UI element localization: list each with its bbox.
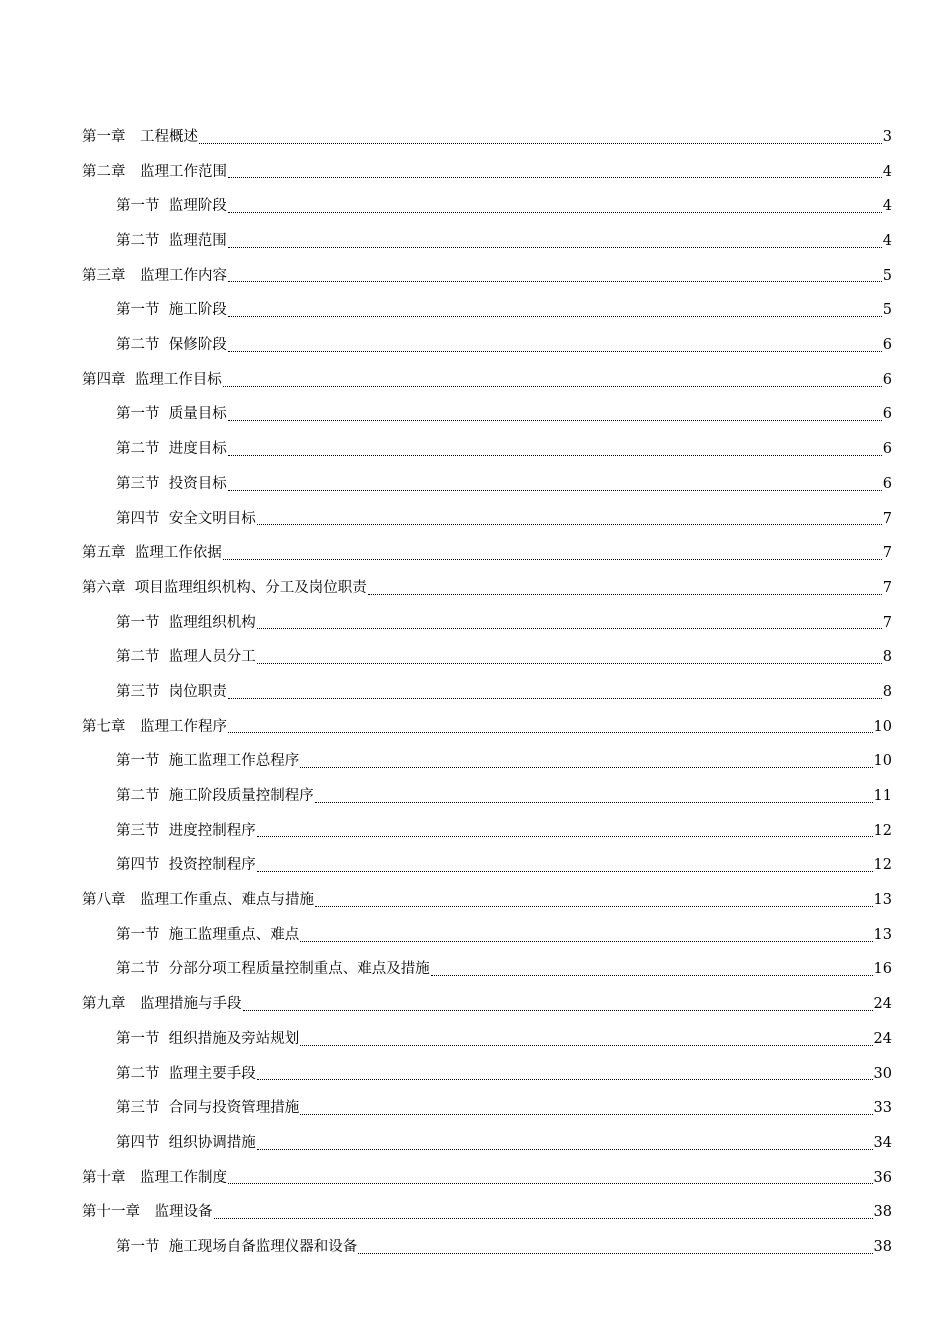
toc-entry-label: 第四节 投资控制程序 — [116, 857, 256, 874]
toc-page-number: 5 — [882, 302, 892, 319]
toc-entry-label: 第一节 施工现场自备监理仪器和设备 — [116, 1238, 358, 1255]
toc-section-entry[interactable] — [82, 328, 892, 363]
toc-dot-leader — [257, 663, 882, 664]
toc-page-number: 7 — [882, 510, 892, 527]
toc-page-number: 11 — [873, 788, 892, 805]
toc-dot-leader — [431, 975, 873, 976]
toc-dot-leader — [228, 490, 882, 491]
toc-page-number: 24 — [873, 996, 892, 1013]
toc-section-entry[interactable] — [82, 224, 892, 259]
toc-page-number: 38 — [873, 1204, 892, 1221]
toc-page-number: 6 — [882, 337, 892, 354]
toc-entry-label: 第三节 进度控制程序 — [116, 822, 256, 839]
toc-dot-leader — [300, 767, 872, 768]
toc-entry-label: 第二节 监理范围 — [116, 233, 227, 250]
toc-page-number: 33 — [873, 1100, 892, 1117]
toc-entry-label: 第三节 岗位职责 — [116, 683, 227, 700]
toc-entry-label: 第四章 监理工作目标 — [82, 371, 222, 388]
toc-page-number: 13 — [873, 926, 892, 943]
toc-page-number: 30 — [873, 1065, 892, 1082]
toc-section-entry[interactable] — [82, 953, 892, 988]
toc-entry-label: 第三章 监理工作内容 — [82, 267, 227, 284]
toc-entry-label: 第八章 监理工作重点、难点与措施 — [82, 892, 314, 909]
toc-section-entry[interactable] — [82, 918, 892, 953]
toc-dot-leader — [228, 177, 882, 178]
toc-page-number: 7 — [882, 545, 892, 562]
toc-dot-leader — [257, 524, 882, 525]
toc-chapter-entry[interactable] — [82, 536, 892, 571]
toc-chapter-entry[interactable] — [82, 259, 892, 294]
toc-dot-leader — [368, 594, 882, 595]
toc-dot-leader — [228, 316, 882, 317]
toc-chapter-entry[interactable] — [82, 155, 892, 190]
toc-page-number: 6 — [882, 371, 892, 388]
toc-dot-leader — [228, 212, 882, 213]
toc-dot-leader — [228, 1183, 873, 1184]
toc-dot-leader — [228, 732, 873, 733]
toc-chapter-entry[interactable] — [82, 571, 892, 606]
toc-entry-label: 第一节 质量目标 — [116, 406, 227, 423]
toc-entry-label: 第一节 监理阶段 — [116, 198, 227, 215]
toc-dot-leader — [214, 1218, 873, 1219]
toc-entry-label: 第六章 项目监理组织机构、分工及岗位职责 — [82, 579, 367, 596]
toc-entry-label: 第一节 组织措施及旁站规划 — [116, 1030, 300, 1047]
toc-dot-leader — [315, 802, 873, 803]
toc-entry-label: 第一章 工程概述 — [82, 128, 198, 145]
table-of-contents — [82, 120, 892, 1265]
toc-chapter-entry[interactable] — [82, 987, 892, 1022]
toc-section-entry[interactable] — [82, 467, 892, 502]
toc-entry-label: 第二节 分部分项工程质量控制重点、难点及措施 — [116, 961, 430, 978]
toc-page-number: 8 — [882, 683, 892, 700]
toc-dot-leader — [243, 1010, 873, 1011]
toc-section-entry[interactable] — [82, 744, 892, 779]
toc-chapter-entry[interactable] — [82, 363, 892, 398]
toc-entry-label: 第九章 监理措施与手段 — [82, 996, 242, 1013]
toc-entry-label: 第二节 监理人员分工 — [116, 649, 256, 666]
toc-page-number: 6 — [882, 441, 892, 458]
toc-section-entry[interactable] — [82, 502, 892, 537]
toc-section-entry[interactable] — [82, 779, 892, 814]
toc-section-entry[interactable] — [82, 398, 892, 433]
toc-page-number: 13 — [873, 892, 892, 909]
toc-dot-leader — [257, 1079, 873, 1080]
toc-page-number: 24 — [873, 1030, 892, 1047]
toc-page-number: 3 — [882, 128, 892, 145]
toc-dot-leader — [257, 836, 873, 837]
toc-page-number: 10 — [873, 753, 892, 770]
toc-page-number: 7 — [882, 579, 892, 596]
toc-dot-leader — [199, 143, 882, 144]
toc-page-number: 36 — [873, 1169, 892, 1186]
toc-entry-label: 第五章 监理工作依据 — [82, 545, 222, 562]
toc-page-number: 16 — [873, 961, 892, 978]
toc-entry-label: 第三节 合同与投资管理措施 — [116, 1100, 300, 1117]
toc-page-number: 8 — [882, 649, 892, 666]
toc-page-number: 34 — [873, 1134, 892, 1151]
toc-dot-leader — [223, 386, 882, 387]
toc-dot-leader — [257, 871, 873, 872]
toc-section-entry[interactable] — [82, 189, 892, 224]
toc-page-number: 12 — [873, 857, 892, 874]
toc-chapter-entry[interactable] — [82, 883, 892, 918]
toc-page-number: 6 — [882, 475, 892, 492]
toc-entry-label: 第十一章 监理设备 — [82, 1204, 213, 1221]
toc-section-entry[interactable] — [82, 1057, 892, 1092]
toc-entry-label: 第二节 保修阶段 — [116, 337, 227, 354]
toc-chapter-entry[interactable] — [82, 710, 892, 745]
toc-chapter-entry[interactable] — [82, 1195, 892, 1230]
toc-dot-leader — [300, 1114, 872, 1115]
toc-section-entry[interactable] — [82, 293, 892, 328]
toc-page-number: 5 — [882, 267, 892, 284]
toc-entry-label: 第二节 进度目标 — [116, 441, 227, 458]
toc-dot-leader — [228, 455, 882, 456]
toc-dot-leader — [228, 247, 882, 248]
toc-dot-leader — [300, 1045, 872, 1046]
toc-dot-leader — [300, 941, 872, 942]
toc-dot-leader — [228, 351, 882, 352]
toc-page-number: 12 — [873, 822, 892, 839]
toc-page-number: 7 — [882, 614, 892, 631]
toc-section-entry[interactable] — [82, 1126, 892, 1161]
toc-section-entry[interactable] — [82, 814, 892, 849]
toc-page-number: 4 — [882, 163, 892, 180]
toc-entry-label: 第二节 监理主要手段 — [116, 1065, 256, 1082]
toc-section-entry[interactable] — [82, 640, 892, 675]
toc-page-number: 4 — [882, 198, 892, 215]
toc-section-entry[interactable] — [82, 606, 892, 641]
toc-page-number: 4 — [882, 233, 892, 250]
toc-dot-leader — [228, 698, 882, 699]
toc-entry-label: 第一节 施工阶段 — [116, 302, 227, 319]
toc-dot-leader — [228, 281, 882, 282]
toc-dot-leader — [358, 1253, 872, 1254]
toc-section-entry[interactable] — [82, 432, 892, 467]
toc-entry-label: 第七章 监理工作程序 — [82, 718, 227, 735]
toc-entry-label: 第四节 安全文明目标 — [116, 510, 256, 527]
toc-entry-label: 第二节 施工阶段质量控制程序 — [116, 788, 314, 805]
toc-page-number: 10 — [873, 718, 892, 735]
toc-section-entry[interactable] — [82, 848, 892, 883]
toc-section-entry[interactable] — [82, 1091, 892, 1126]
toc-chapter-entry[interactable] — [82, 120, 892, 155]
toc-entry-label: 第四节 组织协调措施 — [116, 1134, 256, 1151]
toc-entry-label: 第二章 监理工作范围 — [82, 163, 227, 180]
toc-section-entry[interactable] — [82, 675, 892, 710]
toc-page-number: 38 — [873, 1238, 892, 1255]
toc-section-entry[interactable] — [82, 1230, 892, 1265]
toc-page-number: 6 — [882, 406, 892, 423]
toc-entry-label: 第十章 监理工作制度 — [82, 1169, 227, 1186]
toc-entry-label: 第一节 施工监理重点、难点 — [116, 926, 300, 943]
toc-section-entry[interactable] — [82, 1022, 892, 1057]
toc-entry-label: 第一节 施工监理工作总程序 — [116, 753, 300, 770]
toc-dot-leader — [223, 559, 882, 560]
toc-dot-leader — [257, 1149, 873, 1150]
toc-dot-leader — [257, 628, 882, 629]
toc-dot-leader — [315, 906, 873, 907]
toc-chapter-entry[interactable] — [82, 1161, 892, 1196]
toc-entry-label: 第三节 投资目标 — [116, 475, 227, 492]
toc-entry-label: 第一节 监理组织机构 — [116, 614, 256, 631]
toc-dot-leader — [228, 420, 882, 421]
